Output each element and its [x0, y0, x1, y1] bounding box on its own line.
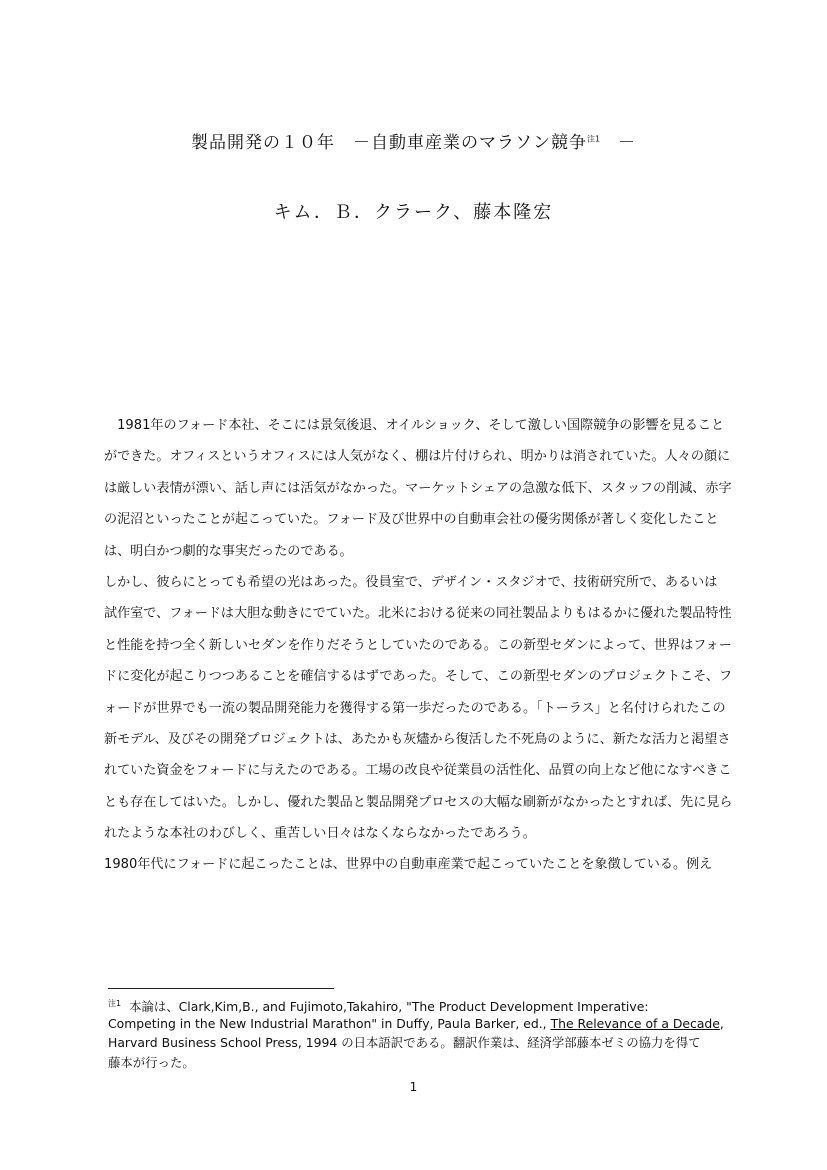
- body-line: 新モデル、及びその開発プロジェクトは、あたかも灰燼から復活した不死鳥のように、新たな活力と渇望さ: [104, 731, 731, 747]
- body-line: ドに変化が起こりつつあることを確信するはずであった。そして、この新型セダンのプロジェクトこそ、フ: [104, 669, 733, 685]
- body-line: ができた。オフィスというオフィスには人気がなく、棚は片付けられ、明かりは消されていた。人々の顔に: [104, 449, 731, 465]
- body-line: れたような本社のわびしく、重苦しい日々はなくならなかったであろう。: [104, 826, 536, 842]
- body-line: は、明白かつ劇的な事実だったのである。: [104, 543, 353, 559]
- body-line: は厳しい表情が漂い、話し声には活気がなかった。マーケットシェアの急激な低下、スタッフの削減、赤字: [104, 480, 732, 496]
- body-line: しかし、彼らにとっても希望の光はあった。役員室で、デザイン・スタジオで、技術研究所で、あるいは: [104, 574, 718, 590]
- body-line: れていた資金をフォードに与えたのである。工場の改良や従業員の活性化、品質の向上など他になすべきこ: [104, 763, 732, 779]
- body-line: の泥沼といったことが起こっていた。フォード及び世界中の自動車会社の優劣関係が著しく変化したこと: [104, 512, 719, 528]
- footnote-text: 本論は、Clark,Kim,B., and Fujimoto,Takahiro, "The Product Development Imperative:: [129, 999, 649, 1014]
- body-text: [104, 410, 784, 881]
- footnote-text: ,: [719, 1015, 724, 1031]
- footnote-line: 藤本が行った。: [108, 1054, 195, 1070]
- footnote-divider: [108, 988, 334, 989]
- document-authors: キム．Ｂ．クラーク、藤本隆宏: [273, 202, 554, 223]
- footnote: [108, 994, 784, 1072]
- title-suffix: －: [600, 133, 637, 153]
- body-line: とも存在してはいた。しかし、優れた製品と製品開発プロセスの大幅な刷新がなかったとすれば、先に見ら: [104, 794, 733, 810]
- document-title: [0, 128, 827, 153]
- footnote-text: Competing in the New Industrial Marathon" in Duffy, Paula Barker, ed.,: [108, 1015, 551, 1031]
- footnote-line: [108, 1014, 784, 1034]
- page-number: 1: [409, 1080, 418, 1094]
- body-line: と性能を持つ全く新しいセダンを作りだそうとしていたのである。この新型セダンによって、世界はフォー: [104, 637, 732, 653]
- title-text: 製品開発の１０年 －自動車産業のマラソン競争: [190, 133, 587, 153]
- footnote-line: [108, 994, 784, 1014]
- footnote-mark: 注1: [108, 999, 122, 1008]
- footnote-book-title: The Relevance of a Decade: [550, 1015, 720, 1031]
- body-line: 1980年代にフォードに起こったことは、世界中の自動車産業で起こっていたことを象徴している。例え: [104, 857, 713, 873]
- title-footnote-mark[interactable]: 注1: [586, 134, 601, 144]
- body-line: 試作室で、フォードは大胆な動きにでていた。北米における従来の同社製品よりもはるかに優れた製品特性: [104, 606, 732, 622]
- footnote-line: Harvard Business School Press, 1994 の日本語訳である。翻訳作業は、経済学部藤本ゼミの協力を得て: [108, 1035, 701, 1050]
- body-line: 1981年のフォード本社、そこには景気後退、オイルショック、そして激しい国際競争の影響を見ること: [104, 418, 725, 433]
- body-line: ォードが世界でも一流の製品開発能力を獲得する第一歩だったのである。「トーラス」と名付けられたこの: [104, 700, 726, 716]
